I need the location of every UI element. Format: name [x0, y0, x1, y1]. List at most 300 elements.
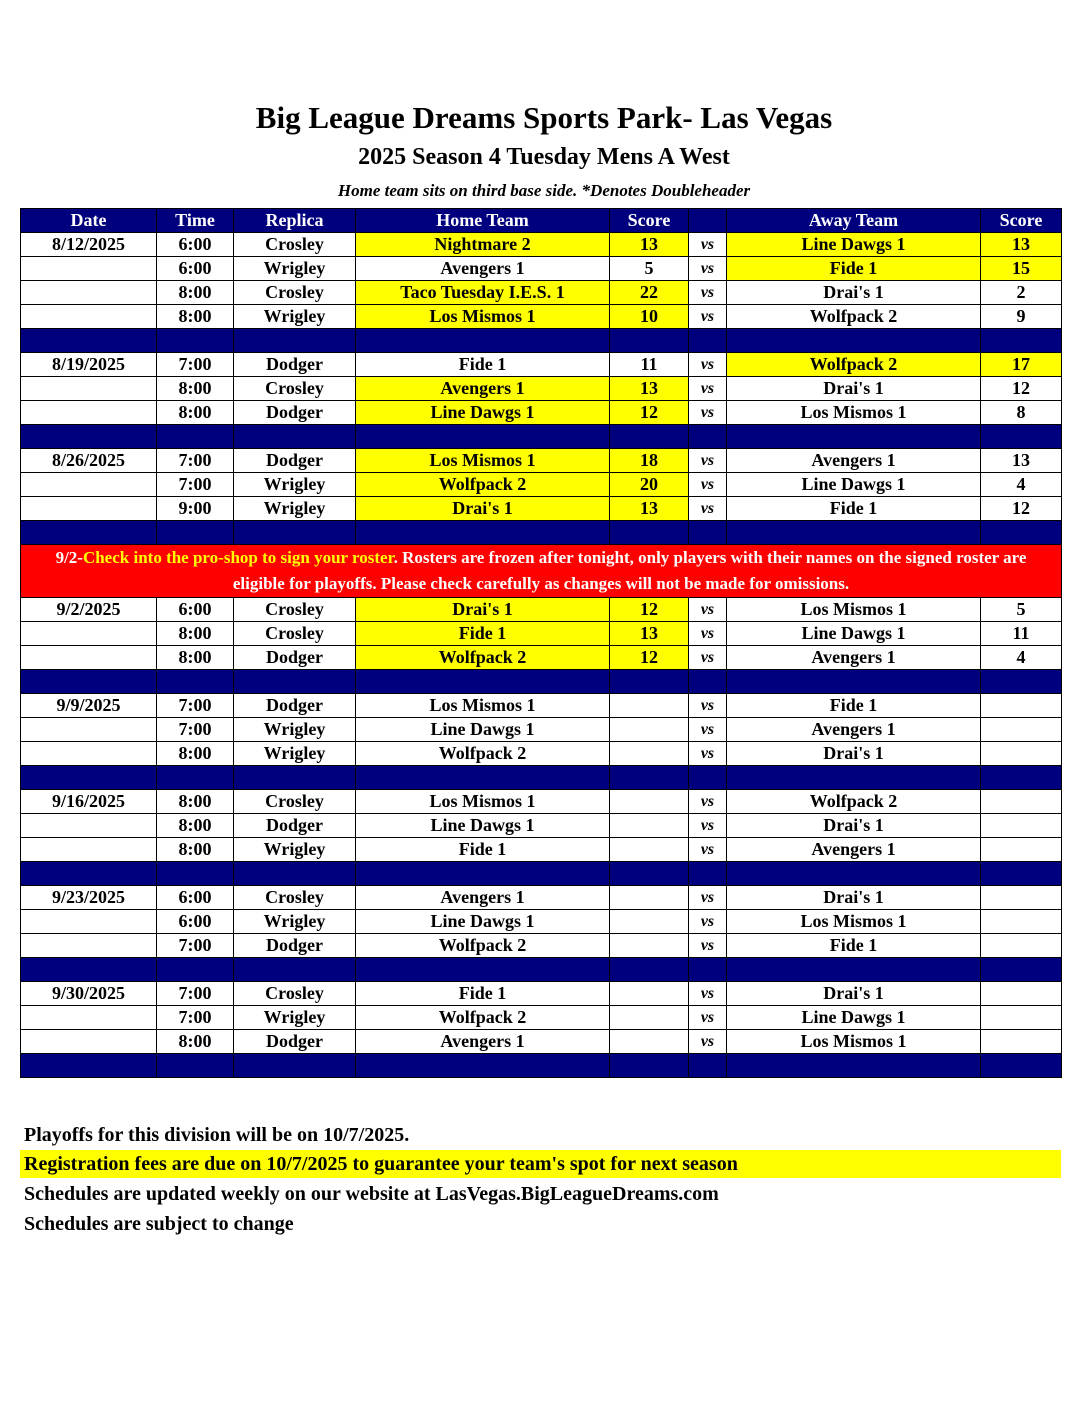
replica-cell: Crosley — [234, 886, 356, 910]
away-team-cell: Line Dawgs 1 — [727, 473, 981, 497]
time-cell: 8:00 — [157, 281, 234, 305]
separator-cell — [21, 766, 157, 790]
vs-cell: vs — [689, 910, 727, 934]
home-score-cell — [610, 1030, 689, 1054]
home-team-cell: Los Mismos 1 — [356, 790, 610, 814]
home-score-cell — [610, 814, 689, 838]
away-team-cell: Los Mismos 1 — [727, 598, 981, 622]
replica-cell: Wrigley — [234, 497, 356, 521]
replica-cell: Dodger — [234, 401, 356, 425]
separator-cell — [610, 425, 689, 449]
game-row — [21, 790, 1062, 814]
home-score-cell: 13 — [610, 377, 689, 401]
time-cell: 8:00 — [157, 1030, 234, 1054]
separator-cell — [157, 521, 234, 545]
away-score-cell: 5 — [981, 598, 1062, 622]
vs-cell: vs — [689, 497, 727, 521]
away-score-cell: 4 — [981, 646, 1062, 670]
separator-cell — [981, 766, 1062, 790]
away-score-cell: 15 — [981, 257, 1062, 281]
replica-cell: Wrigley — [234, 305, 356, 329]
time-cell: 7:00 — [157, 718, 234, 742]
away-score-cell — [981, 814, 1062, 838]
time-cell: 7:00 — [157, 353, 234, 377]
vs-cell: vs — [689, 646, 727, 670]
time-cell: 6:00 — [157, 257, 234, 281]
separator-cell — [689, 958, 727, 982]
replica-cell: Dodger — [234, 694, 356, 718]
time-cell: 8:00 — [157, 401, 234, 425]
time-cell: 6:00 — [157, 910, 234, 934]
game-row — [21, 1006, 1062, 1030]
separator-cell — [234, 521, 356, 545]
notice-prefix: 9/2- — [55, 548, 83, 567]
away-score-cell: 17 — [981, 353, 1062, 377]
home-score-cell — [610, 910, 689, 934]
game-row — [21, 622, 1062, 646]
separator-cell — [21, 425, 157, 449]
playoffs-note: Playoffs for this division will be on 10/7/2025. — [24, 1124, 410, 1146]
home-team-cell: Avengers 1 — [356, 886, 610, 910]
separator-cell — [689, 521, 727, 545]
separator-cell — [610, 521, 689, 545]
home-team-cell: Nightmare 2 — [356, 233, 610, 257]
roster-notice — [21, 545, 1062, 598]
away-team-cell: Avengers 1 — [727, 838, 981, 862]
away-score-cell — [981, 838, 1062, 862]
away-score-cell: 13 — [981, 449, 1062, 473]
separator-cell — [610, 1054, 689, 1078]
home-team-cell: Wolfpack 2 — [356, 934, 610, 958]
home-team-cell: Fide 1 — [356, 982, 610, 1006]
game-row — [21, 934, 1062, 958]
time-cell: 6:00 — [157, 886, 234, 910]
home-score-cell — [610, 790, 689, 814]
date-cell: 8/26/2025 — [21, 449, 157, 473]
away-team-cell: Line Dawgs 1 — [727, 1006, 981, 1030]
away-score-cell — [981, 934, 1062, 958]
away-score-cell — [981, 1030, 1062, 1054]
date-cell — [21, 646, 157, 670]
away-team-cell: Fide 1 — [727, 694, 981, 718]
home-score-cell: 12 — [610, 401, 689, 425]
separator-cell — [356, 521, 610, 545]
vs-cell: vs — [689, 401, 727, 425]
time-cell: 8:00 — [157, 622, 234, 646]
away-team-cell: Avengers 1 — [727, 718, 981, 742]
vs-cell: vs — [689, 449, 727, 473]
replica-cell: Crosley — [234, 377, 356, 401]
date-cell — [21, 742, 157, 766]
separator-cell — [157, 766, 234, 790]
separator-cell — [610, 862, 689, 886]
home-team-cell: Fide 1 — [356, 353, 610, 377]
vs-cell: vs — [689, 886, 727, 910]
date-cell: 9/30/2025 — [21, 982, 157, 1006]
separator-cell — [981, 670, 1062, 694]
separator-cell — [157, 958, 234, 982]
game-row — [21, 910, 1062, 934]
col-header-away-team: Away Team — [727, 209, 981, 233]
date-cell: 8/12/2025 — [21, 233, 157, 257]
away-team-cell: Avengers 1 — [727, 646, 981, 670]
col-header-replica: Replica — [234, 209, 356, 233]
replica-cell: Wrigley — [234, 257, 356, 281]
home-score-cell — [610, 1006, 689, 1030]
separator-cell — [234, 766, 356, 790]
time-cell: 8:00 — [157, 646, 234, 670]
separator-cell — [21, 329, 157, 353]
away-team-cell: Line Dawgs 1 — [727, 622, 981, 646]
col-header-home-score: Score — [610, 209, 689, 233]
away-score-cell: 9 — [981, 305, 1062, 329]
separator-cell — [689, 766, 727, 790]
home-team-cell: Line Dawgs 1 — [356, 814, 610, 838]
separator-cell — [981, 425, 1062, 449]
vs-cell: vs — [689, 598, 727, 622]
separator-cell — [689, 329, 727, 353]
home-score-cell — [610, 934, 689, 958]
separator-cell — [981, 862, 1062, 886]
vs-cell: vs — [689, 1006, 727, 1030]
separator-cell — [157, 862, 234, 886]
time-cell: 8:00 — [157, 838, 234, 862]
away-team-cell: Los Mismos 1 — [727, 910, 981, 934]
separator-cell — [21, 862, 157, 886]
replica-cell: Dodger — [234, 814, 356, 838]
home-score-cell: 13 — [610, 233, 689, 257]
away-team-cell: Fide 1 — [727, 497, 981, 521]
date-cell — [21, 401, 157, 425]
home-score-cell: 11 — [610, 353, 689, 377]
home-score-cell: 22 — [610, 281, 689, 305]
separator-cell — [689, 862, 727, 886]
schedule-body — [21, 233, 1062, 1078]
col-header-vs — [689, 209, 727, 233]
home-score-cell — [610, 886, 689, 910]
week-separator-row — [21, 670, 1062, 694]
game-row — [21, 742, 1062, 766]
separator-cell — [356, 1054, 610, 1078]
game-row — [21, 305, 1062, 329]
replica-cell: Wrigley — [234, 473, 356, 497]
date-cell — [21, 1030, 157, 1054]
week-separator-row — [21, 958, 1062, 982]
separator-cell — [689, 670, 727, 694]
home-team-cell: Los Mismos 1 — [356, 449, 610, 473]
away-score-cell: 13 — [981, 233, 1062, 257]
separator-cell — [727, 670, 981, 694]
replica-cell: Dodger — [234, 646, 356, 670]
time-cell: 6:00 — [157, 233, 234, 257]
vs-cell: vs — [689, 377, 727, 401]
home-team-cell: Drai's 1 — [356, 598, 610, 622]
away-score-cell — [981, 790, 1062, 814]
replica-cell: Dodger — [234, 934, 356, 958]
col-header-home-team: Home Team — [356, 209, 610, 233]
schedule-table — [20, 208, 1062, 1078]
home-score-cell: 13 — [610, 622, 689, 646]
separator-cell — [689, 1054, 727, 1078]
separator-cell — [356, 670, 610, 694]
replica-cell: Crosley — [234, 982, 356, 1006]
week-separator-row — [21, 329, 1062, 353]
separator-cell — [234, 670, 356, 694]
separator-cell — [234, 1054, 356, 1078]
registration-note: Registration fees are due on 10/7/2025 to guarantee your team's spot for next season — [20, 1150, 1061, 1178]
date-cell — [21, 1006, 157, 1030]
game-row — [21, 281, 1062, 305]
away-team-cell: Drai's 1 — [727, 886, 981, 910]
separator-cell — [21, 521, 157, 545]
vs-cell: vs — [689, 353, 727, 377]
replica-cell: Crosley — [234, 281, 356, 305]
separator-cell — [356, 766, 610, 790]
home-team-cell: Line Dawgs 1 — [356, 718, 610, 742]
home-team-cell: Los Mismos 1 — [356, 305, 610, 329]
date-cell — [21, 622, 157, 646]
date-cell — [21, 910, 157, 934]
col-header-date: Date — [21, 209, 157, 233]
home-team-cell: Line Dawgs 1 — [356, 401, 610, 425]
replica-cell: Wrigley — [234, 838, 356, 862]
date-cell — [21, 718, 157, 742]
time-cell: 6:00 — [157, 598, 234, 622]
away-team-cell: Wolfpack 2 — [727, 353, 981, 377]
replica-cell: Crosley — [234, 598, 356, 622]
separator-cell — [356, 329, 610, 353]
separator-cell — [981, 1054, 1062, 1078]
week-separator-row — [21, 1054, 1062, 1078]
time-cell: 7:00 — [157, 1006, 234, 1030]
separator-cell — [981, 521, 1062, 545]
vs-cell: vs — [689, 742, 727, 766]
notice-rest: . Rosters are frozen after tonight, only players with their names on the signed roster are eligible for playoffs. Please check carefully as changes will not be made for omissions. — [232, 548, 1027, 593]
website-note: Schedules are updated weekly on our website at LasVegas.BigLeagueDreams.com — [24, 1183, 719, 1205]
away-score-cell: 11 — [981, 622, 1062, 646]
separator-cell — [234, 958, 356, 982]
home-team-cell: Line Dawgs 1 — [356, 910, 610, 934]
separator-cell — [727, 862, 981, 886]
home-score-cell — [610, 982, 689, 1006]
replica-cell: Dodger — [234, 353, 356, 377]
week-separator-row — [21, 521, 1062, 545]
page-title: Big League Dreams Sports Park- Las Vegas — [255, 100, 833, 135]
vs-cell: vs — [689, 1030, 727, 1054]
home-score-cell: 12 — [610, 598, 689, 622]
separator-cell — [727, 766, 981, 790]
replica-cell: Crosley — [234, 233, 356, 257]
separator-cell — [356, 425, 610, 449]
date-cell — [21, 473, 157, 497]
away-score-cell — [981, 982, 1062, 1006]
game-row — [21, 377, 1062, 401]
home-team-cell: Avengers 1 — [356, 257, 610, 281]
time-cell: 8:00 — [157, 814, 234, 838]
home-team-cell: Fide 1 — [356, 622, 610, 646]
time-cell: 7:00 — [157, 449, 234, 473]
away-team-cell: Wolfpack 2 — [727, 305, 981, 329]
game-row — [21, 401, 1062, 425]
separator-cell — [727, 1054, 981, 1078]
home-score-cell — [610, 742, 689, 766]
replica-cell: Crosley — [234, 790, 356, 814]
vs-cell: vs — [689, 814, 727, 838]
home-score-cell: 20 — [610, 473, 689, 497]
away-team-cell: Drai's 1 — [727, 982, 981, 1006]
replica-cell: Wrigley — [234, 1006, 356, 1030]
game-row — [21, 233, 1062, 257]
separator-cell — [727, 425, 981, 449]
week-separator-row — [21, 862, 1062, 886]
date-cell — [21, 497, 157, 521]
away-score-cell — [981, 886, 1062, 910]
game-row — [21, 838, 1062, 862]
away-team-cell: Wolfpack 2 — [727, 790, 981, 814]
home-team-cell: Los Mismos 1 — [356, 694, 610, 718]
date-cell: 8/19/2025 — [21, 353, 157, 377]
week-separator-row — [21, 766, 1062, 790]
time-cell: 7:00 — [157, 934, 234, 958]
vs-cell: vs — [689, 790, 727, 814]
time-cell: 9:00 — [157, 497, 234, 521]
separator-cell — [21, 1054, 157, 1078]
away-score-cell — [981, 910, 1062, 934]
date-cell: 9/2/2025 — [21, 598, 157, 622]
separator-cell — [157, 425, 234, 449]
game-row — [21, 886, 1062, 910]
time-cell: 7:00 — [157, 473, 234, 497]
away-score-cell: 2 — [981, 281, 1062, 305]
away-team-cell: Drai's 1 — [727, 814, 981, 838]
away-score-cell: 12 — [981, 497, 1062, 521]
game-row — [21, 473, 1062, 497]
replica-cell: Wrigley — [234, 910, 356, 934]
date-cell — [21, 257, 157, 281]
subject-note: Schedules are subject to change — [24, 1213, 294, 1235]
separator-cell — [610, 670, 689, 694]
home-score-cell — [610, 838, 689, 862]
away-team-cell: Fide 1 — [727, 934, 981, 958]
away-team-cell: Avengers 1 — [727, 449, 981, 473]
time-cell: 8:00 — [157, 377, 234, 401]
home-team-cell: Wolfpack 2 — [356, 646, 610, 670]
home-team-cell: Wolfpack 2 — [356, 1006, 610, 1030]
date-cell: 9/16/2025 — [21, 790, 157, 814]
home-score-cell — [610, 694, 689, 718]
separator-cell — [610, 766, 689, 790]
page-subtitle: 2025 Season 4 Tuesday Mens A West — [358, 144, 730, 170]
game-row — [21, 353, 1062, 377]
col-header-time: Time — [157, 209, 234, 233]
vs-cell: vs — [689, 838, 727, 862]
vs-cell: vs — [689, 694, 727, 718]
separator-cell — [981, 958, 1062, 982]
away-team-cell: Line Dawgs 1 — [727, 233, 981, 257]
game-row — [21, 257, 1062, 281]
separator-cell — [157, 670, 234, 694]
home-score-cell: 12 — [610, 646, 689, 670]
home-score-cell: 10 — [610, 305, 689, 329]
game-row — [21, 982, 1062, 1006]
vs-cell: vs — [689, 257, 727, 281]
vs-cell: vs — [689, 718, 727, 742]
vs-cell: vs — [689, 934, 727, 958]
separator-cell — [689, 425, 727, 449]
time-cell: 8:00 — [157, 790, 234, 814]
game-row — [21, 694, 1062, 718]
home-team-cell: Avengers 1 — [356, 377, 610, 401]
home-score-cell: 18 — [610, 449, 689, 473]
separator-cell — [610, 329, 689, 353]
date-cell — [21, 814, 157, 838]
date-cell: 9/23/2025 — [21, 886, 157, 910]
separator-cell — [21, 958, 157, 982]
home-score-cell: 13 — [610, 497, 689, 521]
separator-cell — [727, 329, 981, 353]
home-score-cell — [610, 718, 689, 742]
vs-cell: vs — [689, 622, 727, 646]
replica-cell: Dodger — [234, 1030, 356, 1054]
table-header-row — [21, 209, 1062, 233]
notice-highlight: Check into the pro-shop to sign your roster — [82, 548, 394, 567]
replica-cell: Wrigley — [234, 718, 356, 742]
replica-cell: Wrigley — [234, 742, 356, 766]
vs-cell: vs — [689, 233, 727, 257]
separator-cell — [157, 1054, 234, 1078]
away-score-cell: 12 — [981, 377, 1062, 401]
separator-cell — [234, 425, 356, 449]
date-cell — [21, 838, 157, 862]
away-team-cell: Los Mismos 1 — [727, 1030, 981, 1054]
time-cell: 7:00 — [157, 982, 234, 1006]
away-team-cell: Fide 1 — [727, 257, 981, 281]
home-team-cell: Avengers 1 — [356, 1030, 610, 1054]
game-row — [21, 718, 1062, 742]
vs-cell: vs — [689, 473, 727, 497]
vs-cell: vs — [689, 305, 727, 329]
home-team-cell: Wolfpack 2 — [356, 742, 610, 766]
home-team-cell: Drai's 1 — [356, 497, 610, 521]
replica-cell: Dodger — [234, 449, 356, 473]
separator-cell — [356, 958, 610, 982]
game-row — [21, 1030, 1062, 1054]
separator-cell — [356, 862, 610, 886]
away-team-cell: Los Mismos 1 — [727, 401, 981, 425]
vs-cell: vs — [689, 281, 727, 305]
away-score-cell — [981, 1006, 1062, 1030]
separator-cell — [234, 329, 356, 353]
replica-cell: Crosley — [234, 622, 356, 646]
away-score-cell: 8 — [981, 401, 1062, 425]
separator-cell — [234, 862, 356, 886]
game-row — [21, 598, 1062, 622]
separator-cell — [157, 329, 234, 353]
home-team-cell: Wolfpack 2 — [356, 473, 610, 497]
away-team-cell: Drai's 1 — [727, 281, 981, 305]
vs-cell: vs — [689, 982, 727, 1006]
week-separator-row — [21, 425, 1062, 449]
game-row — [21, 497, 1062, 521]
col-header-away-score: Score — [981, 209, 1062, 233]
time-cell: 8:00 — [157, 742, 234, 766]
separator-cell — [727, 958, 981, 982]
separator-cell — [21, 670, 157, 694]
date-cell — [21, 934, 157, 958]
date-cell — [21, 377, 157, 401]
time-cell: 8:00 — [157, 305, 234, 329]
home-team-cell: Taco Tuesday I.E.S. 1 — [356, 281, 610, 305]
